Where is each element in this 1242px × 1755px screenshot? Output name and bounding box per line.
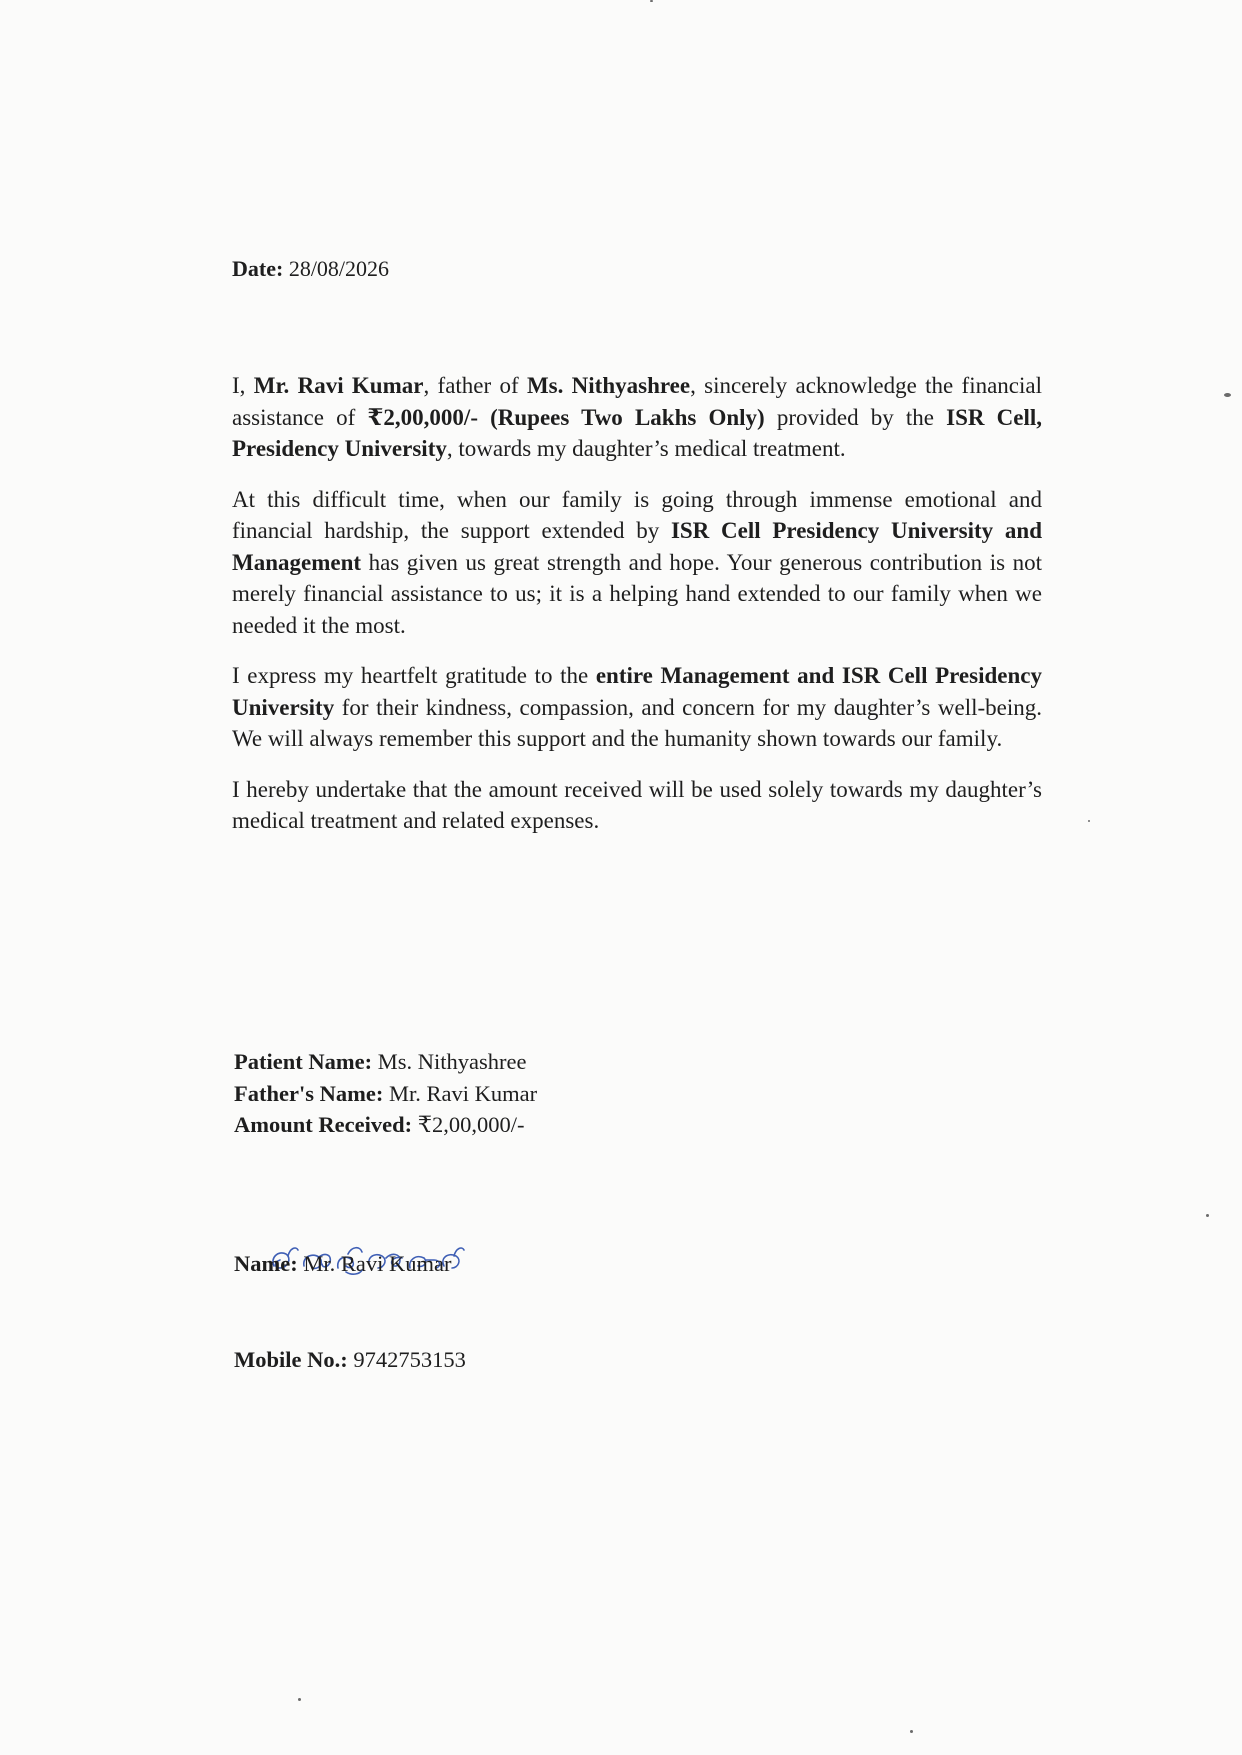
father-name-label: Father's Name: [234, 1080, 384, 1106]
body-text-run: , sincerely acknowledge the financial assistance of [232, 373, 1043, 430]
body-text-run: I hereby undertake that the amount received will be used solely towards my daughter’s medical treatment and related expenses. [232, 776, 1042, 833]
scan-speck [1088, 820, 1090, 822]
signatory-name-row [234, 1248, 451, 1279]
scan-speck [650, 0, 653, 2]
signatory-name-label: Name: [234, 1251, 298, 1276]
date-label: Date: [232, 256, 284, 281]
scan-speck [298, 1698, 301, 1701]
patient-name-row [234, 1046, 537, 1078]
mobile-number-value: 9742753153 [353, 1347, 466, 1372]
father-name-row [234, 1078, 537, 1110]
mobile-number-row [234, 1344, 466, 1375]
scan-speck [910, 1730, 913, 1733]
bold-text: ISR Cell, Presidency University [232, 404, 1042, 461]
bold-text: ISR Cell Presidency University and Management [232, 518, 1043, 575]
body-text-run: At this difficult time, when our family is going through immense emotional and financial hardship, the support extended by [232, 486, 1042, 543]
bold-text: entire Management and ISR Cell Presidency University [232, 663, 1042, 720]
body-text-run: provided by the [764, 404, 947, 430]
patient-name-label: Patient Name: [234, 1049, 373, 1074]
body-paragraph [232, 660, 1042, 755]
date-value: 28/08/2026 [288, 256, 390, 281]
body-text-run: has given us great strength and hope. Your generous contribution is not merely financial assistance to us; it is a helping hand extended to our family when we needed it the most. [232, 549, 1042, 638]
mobile-number-label: Mobile No.: [234, 1347, 348, 1372]
scan-speck [1206, 1214, 1209, 1217]
letter-body [232, 370, 1042, 856]
letter-date [232, 254, 389, 284]
signatory-name-value: Mr. Ravi Kumar [303, 1251, 452, 1276]
patient-name-value: Ms. Nithyashree [377, 1049, 527, 1074]
body-text-run: for their kindness, compassion, and concern for my daughter’s well-being. We will always remember this support and the humanity shown towards our family. [232, 694, 1042, 751]
scan-speck [1224, 393, 1231, 397]
beneficiary-details [234, 1046, 537, 1141]
bold-text: Mr. Ravi Kumar [253, 373, 424, 398]
body-text-run: I express my heartfelt gratitude to the [232, 663, 596, 688]
body-text-run: I, [232, 373, 254, 398]
amount-received-label: Amount Received: [234, 1112, 413, 1137]
amount-received-row [234, 1109, 537, 1141]
body-paragraph [232, 774, 1042, 837]
bold-text: Ms. Nithyashree [526, 373, 691, 398]
body-paragraph [232, 484, 1042, 642]
body-paragraph [232, 370, 1042, 465]
body-text-run: , father of [423, 373, 527, 398]
body-text-run: , towards my daughter’s medical treatment. [446, 436, 846, 461]
amount-received-value: ₹2,00,000/- [417, 1112, 525, 1137]
bold-text: ₹2,00,000/- (Rupees Two Lakhs Only) [367, 404, 765, 430]
father-name-value: Mr. Ravi Kumar [388, 1080, 538, 1106]
